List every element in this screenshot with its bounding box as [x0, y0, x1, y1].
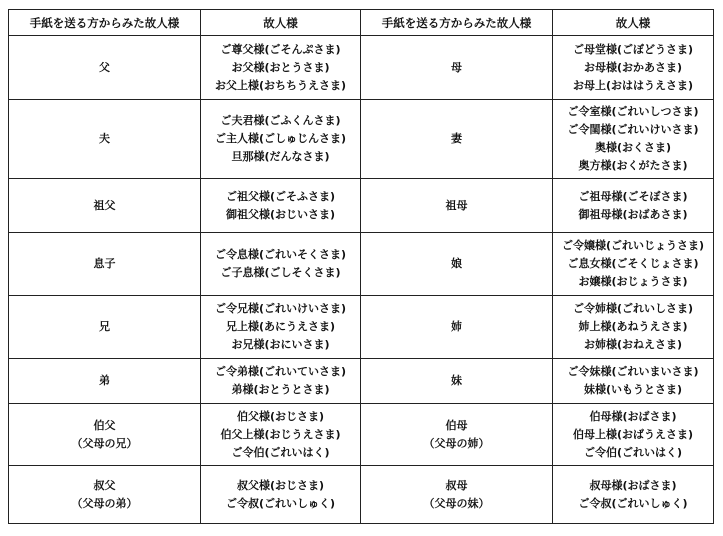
honorific-text: 弟様(おとうとさま): [231, 383, 330, 396]
table-row: [9, 179, 714, 233]
table-row: [9, 296, 714, 359]
honorific-text: 妹様(いもうとさま): [583, 383, 683, 396]
relation-cell: [9, 179, 201, 233]
honorific-text: ご尊父様(ごそんぷさま): [220, 42, 341, 56]
table-row: [9, 404, 714, 466]
honorific-cell: [201, 179, 361, 233]
relation-text: （父母の姉）: [423, 436, 490, 450]
honorific-text: ご令妹様(ごれいまいさま): [567, 365, 699, 378]
relation-text: 妻: [451, 132, 462, 145]
honorific-text: お母上(おははうえさま): [572, 78, 694, 92]
relation-text: 夫: [99, 132, 110, 145]
relation-text: 姉: [451, 320, 462, 333]
honorific-text: ご令閨様(ごれいけいさま): [567, 123, 699, 136]
honorific-text: ご祖母様(ごそぼさま): [578, 189, 688, 203]
table-row: [9, 359, 714, 404]
relation-cell: [9, 404, 201, 466]
relation-cell: [361, 100, 553, 179]
relation-text: 祖母: [445, 198, 468, 212]
honorific-text: 奥様(おくさま): [594, 141, 672, 154]
relation-cell: [361, 466, 553, 524]
honorific-text: ご令兄様(ごれいけいさま): [214, 302, 347, 315]
relation-cell: [9, 359, 201, 404]
relation-cell: [9, 296, 201, 359]
relation-text: 兄: [99, 320, 110, 333]
honorific-text: ご令息様(ごれいそくさま): [214, 248, 347, 261]
relation-cell: [9, 466, 201, 524]
honorific-text: 叔母様(おばさま): [589, 478, 677, 492]
relation-cell: [361, 359, 553, 404]
honorific-text: ご令弟様(ごれいていさま): [214, 365, 347, 378]
relation-text: （父母の妹）: [423, 496, 490, 510]
honorific-cell: [553, 100, 714, 179]
relation-text: （父母の兄）: [71, 436, 138, 450]
relation-text: 弟: [99, 374, 110, 387]
relation-cell: [361, 179, 553, 233]
relation-text: 娘: [451, 257, 462, 270]
table-row: [9, 100, 714, 179]
table-row: [9, 466, 714, 524]
relation-text: 叔母: [445, 478, 468, 492]
relation-cell: [9, 233, 201, 296]
relation-cell: [361, 404, 553, 466]
honorific-cell: [553, 359, 714, 404]
relation-text: 伯父: [93, 418, 116, 432]
honorific-cell: [201, 466, 361, 524]
relation-text: 伯母: [445, 418, 468, 432]
relation-text: （父母の弟）: [71, 496, 138, 510]
honorific-text: 御祖母様(おばあさま): [578, 207, 688, 221]
table-body: [9, 36, 714, 524]
honorific-text: 伯父上様(おじうえさま): [220, 427, 341, 441]
honorific-text: ご母堂様(ごぼどうさま): [572, 42, 694, 56]
honorific-text: 叔父様(おじさま): [236, 478, 325, 492]
relation-text: 叔父: [93, 478, 116, 492]
honorific-cell: [201, 233, 361, 296]
honorific-cell: [201, 404, 361, 466]
honorific-cell: [201, 36, 361, 100]
relation-text: 妹: [451, 374, 462, 387]
honorific-cell: [553, 233, 714, 296]
honorific-text: お父様(おとうさま): [231, 60, 330, 74]
header-honorific-right: 故人様: [553, 10, 714, 36]
honorific-text: お嬢様(おじょうさま): [578, 275, 688, 288]
honorific-text: 旦那様(だんなさま): [231, 150, 330, 163]
honorific-text: お父上様(おちちうえさま): [214, 78, 347, 92]
relation-cell: [9, 36, 201, 100]
table-row: [9, 36, 714, 100]
honorific-text: ご令叔(ごれいしゅく): [578, 496, 688, 510]
relation-cell: [361, 233, 553, 296]
honorific-text: 姉上様(あねうえさま): [578, 320, 688, 333]
honorific-text: ご祖父様(ごそふさま): [225, 189, 336, 203]
header-honorific-left: 故人様: [201, 10, 361, 36]
honorific-text: 伯母上様(おばうえさま): [572, 427, 694, 441]
honorific-text: ご令嬢様(ごれいじょうさま): [561, 239, 705, 252]
honorific-text: ご子息様(ごしそくさま): [220, 266, 341, 279]
honorific-text: ご令伯(ごれいはく): [583, 445, 683, 459]
honorific-text: お姉様(おねえさま): [583, 338, 683, 351]
honorific-cell: [201, 296, 361, 359]
relation-text: 祖父: [93, 198, 116, 212]
honorific-text: お母様(おかあさま): [583, 60, 683, 74]
relation-cell: [361, 296, 553, 359]
honorific-table: [8, 9, 714, 524]
honorific-cell: [553, 404, 714, 466]
relation-text: 父: [99, 60, 110, 74]
honorific-text: 奥方様(おくがたさま): [578, 159, 688, 172]
relation-cell: [9, 100, 201, 179]
honorific-cell: [201, 100, 361, 179]
honorific-text: お兄様(おにいさま): [231, 338, 330, 351]
header-relation-right: 手紙を送る方からみた故人様: [361, 10, 553, 36]
honorific-text: 兄上様(あにうえさま): [225, 320, 336, 333]
relation-text: 息子: [93, 257, 116, 270]
honorific-text: ご令伯(ごれいはく): [231, 445, 330, 459]
header-row: [9, 10, 714, 36]
honorific-cell: [553, 466, 714, 524]
honorific-text: 御祖父様(おじいさま): [225, 207, 336, 221]
honorific-text: ご主人様(ごしゅじんさま): [214, 132, 347, 145]
honorific-text: ご息女様(ごそくじょさま): [567, 257, 699, 270]
relation-text: 母: [451, 60, 462, 74]
honorific-text: ご令室様(ごれいしつさま): [567, 105, 699, 118]
honorific-text: 伯母様(おばさま): [589, 409, 677, 423]
honorific-cell: [553, 179, 714, 233]
honorific-text: ご令叔(ごれいしゅく): [225, 496, 336, 510]
honorific-text: ご令姉様(ごれいしさま): [572, 302, 694, 315]
header-relation-left: 手紙を送る方からみた故人様: [9, 10, 201, 36]
honorific-cell: [553, 36, 714, 100]
honorific-text: ご夫君様(ごふくんさま): [220, 114, 341, 127]
table-row: [9, 233, 714, 296]
honorific-cell: [201, 359, 361, 404]
honorific-cell: [553, 296, 714, 359]
relation-cell: [361, 36, 553, 100]
honorific-text: 伯父様(おじさま): [236, 409, 325, 423]
